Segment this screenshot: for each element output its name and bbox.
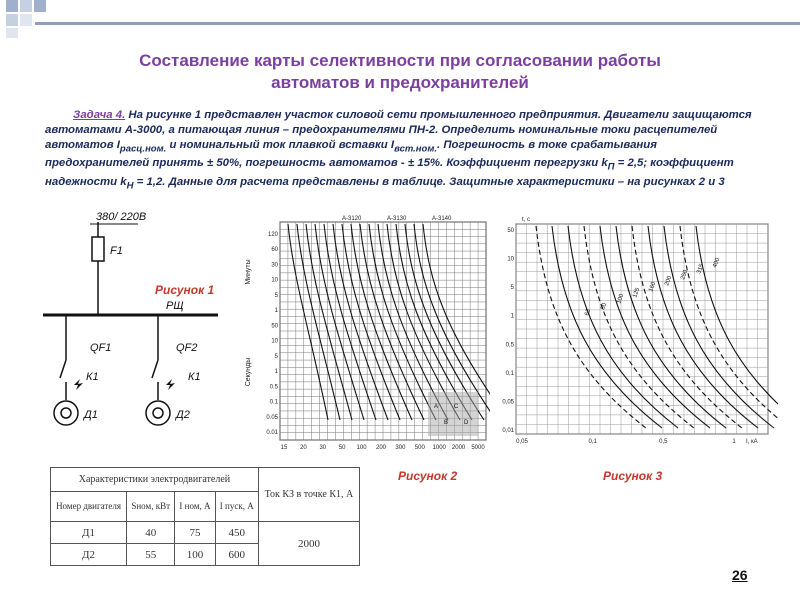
cell-name: Д2 bbox=[51, 544, 127, 566]
x-tick-label: 20 bbox=[300, 445, 307, 451]
y-tick-label: 0.01 bbox=[266, 430, 278, 436]
y-unit-top: Минуты bbox=[245, 259, 252, 285]
figure-1-schematic bbox=[28, 210, 228, 445]
x-tick-label: 2000 bbox=[451, 445, 466, 451]
table-row bbox=[51, 522, 360, 544]
breaker-1-label: QF1 bbox=[90, 342, 112, 354]
curve-label: 63 bbox=[584, 308, 593, 317]
cell-p: 55 bbox=[127, 544, 175, 566]
x-tick-label: 500 bbox=[414, 445, 425, 451]
col-number: Номер двигателя bbox=[51, 492, 127, 522]
task-text-i2: I bbox=[390, 139, 395, 151]
zone-marker: C bbox=[454, 404, 459, 410]
task-sub-2: вст.ном. bbox=[394, 143, 438, 155]
y-tick-label: 60 bbox=[271, 247, 278, 254]
slide-title bbox=[60, 50, 740, 94]
series-label: А-3120 bbox=[342, 216, 362, 222]
zone-marker: D bbox=[464, 420, 469, 426]
x-tick-label: 50 bbox=[338, 445, 346, 451]
cell-inom: 75 bbox=[175, 522, 215, 544]
x-tick-label: 1 bbox=[732, 439, 736, 445]
x-unit: I, кА bbox=[746, 439, 758, 445]
x-tick-label: 0,1 bbox=[588, 439, 597, 445]
task-label: Задача 4. bbox=[73, 109, 126, 121]
task-sub-3: П bbox=[607, 161, 615, 173]
y-tick-label: 1 bbox=[274, 369, 278, 376]
y-tick-label: 1 bbox=[274, 308, 278, 315]
cell-ipusk: 600 bbox=[215, 544, 258, 566]
x-tick-label: 5000 bbox=[471, 445, 485, 451]
task-text-4: = 2,5; коэффициент надежности k bbox=[45, 157, 734, 188]
header-decoration bbox=[0, 0, 800, 38]
table-header-group: Характеристики электродвигателей bbox=[51, 468, 259, 492]
y-tick-label: 0.5 bbox=[269, 384, 278, 391]
col-ipusk: I пуск, А bbox=[215, 492, 258, 522]
y-tick-label: 10 bbox=[271, 338, 278, 345]
cell-inom: 100 bbox=[175, 544, 215, 566]
fault-2-label: К1 bbox=[188, 371, 201, 383]
y-unit-bottom: Секунды bbox=[245, 357, 252, 387]
x-tick-label: 1000 bbox=[432, 445, 446, 451]
motor-1-label: Д1 bbox=[84, 409, 98, 421]
figure-2-chart bbox=[238, 212, 490, 459]
curve-label: 400 bbox=[712, 257, 722, 269]
y-tick-label: 5 bbox=[274, 292, 278, 299]
voltage-label: 380/ 220В bbox=[96, 211, 147, 223]
y-tick-label: 0,01 bbox=[502, 428, 514, 434]
fuse-label: F1 bbox=[110, 245, 123, 257]
figure-1-caption: Рисунок 1 bbox=[155, 283, 215, 297]
title-line-1: Составление карты селективности при согласовании работы bbox=[139, 51, 661, 70]
y-tick-label: 0.05 bbox=[266, 414, 278, 421]
task-text-i: I bbox=[116, 139, 120, 151]
cell-ipusk: 450 bbox=[215, 522, 258, 544]
motor-table bbox=[50, 467, 360, 566]
curve-label: 160 bbox=[648, 281, 658, 293]
y-tick-label: 0,05 bbox=[502, 399, 514, 406]
y-tick-label: 1 bbox=[510, 313, 514, 320]
col-pnom: Sном, кВт bbox=[127, 492, 175, 522]
y-tick-label: 0,1 bbox=[505, 370, 514, 377]
x-tick-label: 0,05 bbox=[516, 439, 528, 445]
y-tick-label: 50 bbox=[271, 323, 278, 330]
task-text-5: = 1,2. Данные для расчета представлены в таблице. Защитные характеристики – на рисунках 2 и 3 bbox=[133, 175, 725, 188]
motor-2-label: Д2 bbox=[176, 409, 190, 421]
curve-label: 100 bbox=[616, 293, 626, 305]
zone-marker: A bbox=[434, 404, 439, 410]
figure-2-caption: Рисунок 2 bbox=[398, 469, 458, 483]
x-tick-label: 0,5 bbox=[659, 439, 668, 445]
task-text-1: На рисунке 1 представлен участок силовой сети промышленного предприятия. Двигатели защищаются автоматами А-3000, а питающая линия – предохранителями ПН-2. Определить номинальные токи расцепителей автоматов bbox=[45, 109, 752, 151]
col-inom: I ном, А bbox=[175, 492, 215, 522]
cell-kz: 2000 bbox=[258, 522, 359, 566]
x-tick-label: 300 bbox=[395, 445, 406, 451]
zone-marker: B bbox=[444, 420, 449, 426]
task-sub-4: Н bbox=[126, 179, 134, 191]
table-header-kz: Ток КЗ в точке К1, А bbox=[258, 468, 359, 522]
breaker-2-label: QF2 bbox=[176, 342, 198, 354]
y-tick-label: 0.1 bbox=[269, 399, 278, 406]
figure-3-caption: Рисунок 3 bbox=[603, 469, 663, 483]
x-tick-label: 200 bbox=[375, 445, 387, 451]
curve-label: 200 bbox=[664, 275, 674, 287]
y-tick-label: 120 bbox=[267, 232, 278, 238]
y-unit: t, c bbox=[522, 217, 531, 223]
series-label: А-3130 bbox=[387, 216, 407, 222]
fault-1-label: К1 bbox=[86, 371, 99, 383]
x-tick-label: 30 bbox=[319, 445, 327, 451]
y-tick-label: 10 bbox=[271, 277, 278, 284]
hatched-zone bbox=[428, 392, 478, 436]
task-text bbox=[45, 108, 755, 193]
figure-3-chart bbox=[488, 212, 778, 447]
y-tick-label: 5 bbox=[510, 285, 514, 292]
page-number: 26 bbox=[732, 567, 748, 583]
series-label: А-3140 bbox=[432, 216, 452, 222]
task-text-3: . Погрешность в токе срабатывания предохранителей принять ± 50%, погрешность автоматов - ± 15%. Коэффициент перегрузки k bbox=[45, 139, 657, 170]
title-line-2: автоматов и предохранителей bbox=[271, 73, 529, 92]
y-tick-label: 10 bbox=[507, 256, 514, 263]
curve-label: 250 bbox=[680, 269, 690, 281]
bus-label: РЩ bbox=[166, 300, 184, 312]
x-tick-label: 15 bbox=[280, 445, 288, 451]
cell-name: Д1 bbox=[51, 522, 127, 544]
y-tick-label: 5 bbox=[274, 353, 278, 360]
curve-label: 315 bbox=[696, 263, 706, 275]
y-tick-label: 30 bbox=[271, 262, 278, 269]
y-tick-label: 50 bbox=[507, 228, 514, 234]
task-sub-1: расц.ном. bbox=[119, 143, 167, 155]
curve-label: 125 bbox=[632, 287, 642, 299]
cell-p: 40 bbox=[127, 522, 175, 544]
curve-label: 80 bbox=[600, 302, 609, 311]
x-tick-label: 100 bbox=[356, 445, 367, 451]
task-text-2: и номинальный ток плавкой вставки bbox=[166, 139, 391, 151]
y-tick-label: 0,5 bbox=[505, 342, 514, 349]
